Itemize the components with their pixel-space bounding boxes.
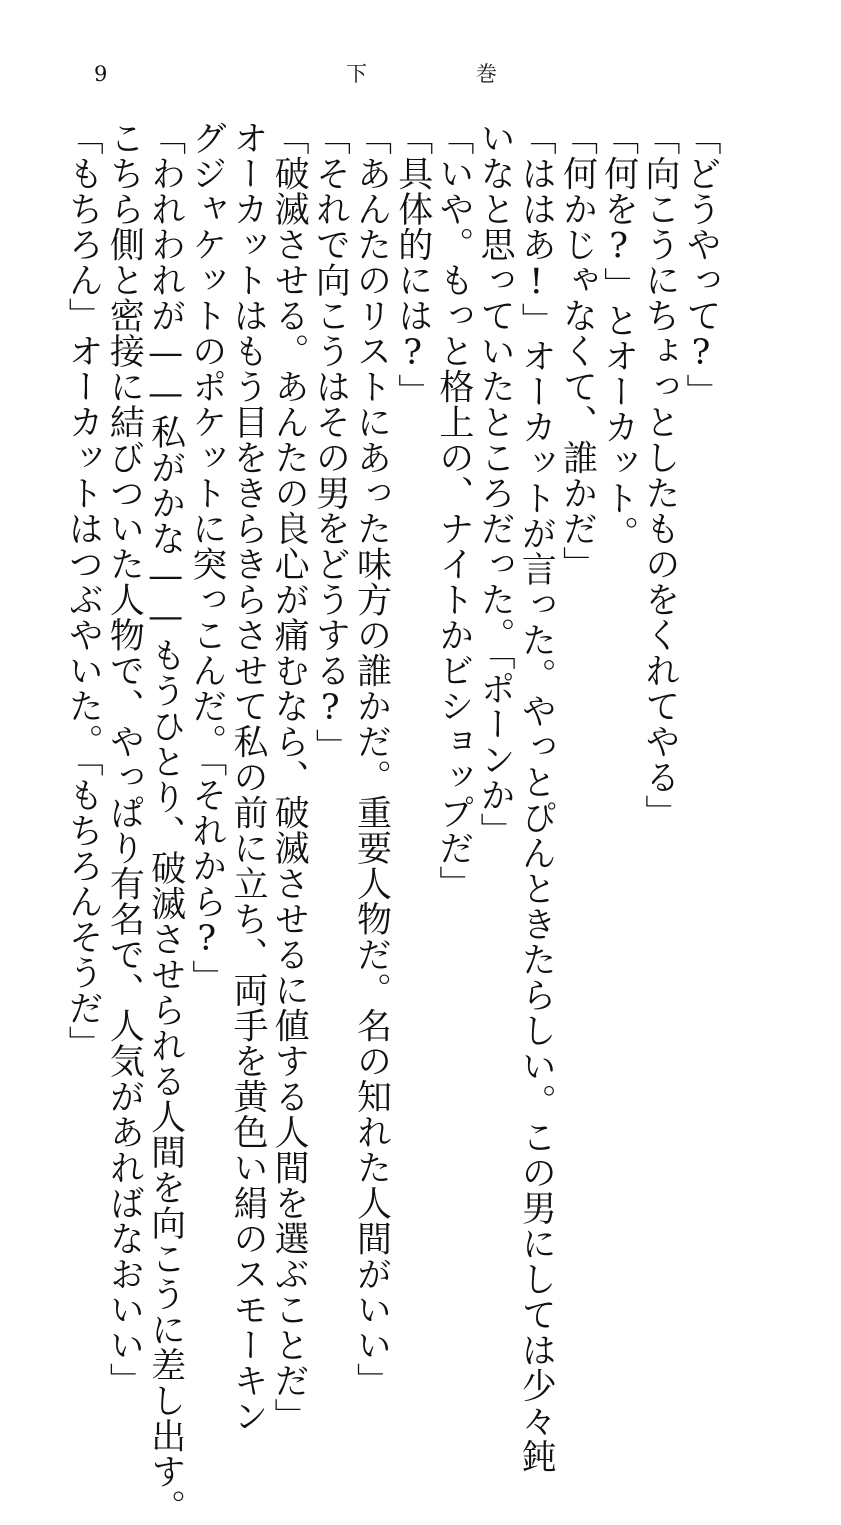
- text-line: 「破滅させる。あんたの良心が痛むなら、破滅させるに値する人間を選ぶことだ」: [269, 120, 310, 1434]
- text-line: 「われわれが——私がかな——もうひとり、破滅させられる人間を向こうに差し出す。: [145, 120, 186, 1525]
- text-line: いなと思っていたところだった。「ポーンか」: [475, 120, 516, 848]
- text-line: グジャケットのポケットに突っこんだ。「それから?」: [186, 120, 227, 995]
- text-line: 「ははあ!」オーカットが言った。やっとぴんときたらしい。この男にしては少々鈍: [516, 120, 557, 1474]
- text-line: 「どうやって?」: [681, 120, 721, 409]
- page-header: [0, 60, 841, 92]
- text-line: 「あんたのリストにあった味方の誰かだ。重要人物だ。名の知れた人間がいい」: [351, 120, 392, 1398]
- text-line: 「何かじゃなくて、誰かだ」: [557, 120, 598, 582]
- text-line: 「具体的には?」: [392, 120, 433, 409]
- text-line: 「もちろん」オーカットはつぶやいた。「もちろんそうだ」: [63, 120, 104, 1061]
- page-number: 9: [94, 62, 108, 86]
- text-line: 「いや。もっと格上の、ナイトかビショップだ」: [433, 120, 474, 901]
- text-line: 「何を?」とオーカット。: [598, 120, 639, 551]
- running-title-volume: 下: [346, 62, 367, 86]
- text-line: オーカットはもう目をきらきらさせて私の前に立ち、両手を黄色い絹のスモーキン: [227, 120, 268, 1434]
- text-line: 「向こうにちょっとしたものをくれてやる」: [639, 120, 680, 830]
- running-title-volume-suffix: 巻: [476, 62, 497, 86]
- body-text: [63, 120, 721, 1525]
- text-line: こちら側と密接に結びついた人物で、やっぱり有名で、人気があればなおいい」: [104, 120, 145, 1398]
- text-line: 「それで向こうはその男をどうする?」: [310, 120, 351, 764]
